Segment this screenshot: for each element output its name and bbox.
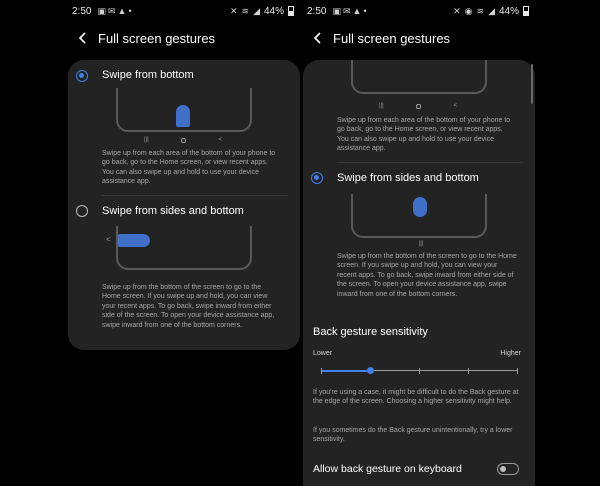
phone-illustration	[351, 60, 487, 94]
gallery-icon: ▣	[97, 5, 108, 16]
sensitivity-note-case: If you're using a case, it might be difficult to do the Back gesture at the edge of the screen. Choosing a higher sensitivity might help.	[313, 389, 519, 406]
home-icon	[181, 138, 186, 143]
sensitivity-note-unintentional: If you sometimes do the Back gesture unintentionally, try a lower sensitivity.	[313, 427, 513, 444]
gallery-icon: ▣	[332, 5, 343, 16]
slider-tick	[517, 368, 518, 374]
slider-tick	[468, 368, 469, 374]
slider-higher-label: Higher	[500, 350, 521, 357]
status-time: 2:50	[307, 5, 327, 17]
sensitivity-slider[interactable]	[321, 366, 517, 376]
radio-swipe-from-sides[interactable]	[76, 205, 88, 217]
phone-illustration	[116, 226, 252, 270]
left-phone-screen	[68, 0, 300, 486]
page-title: Full screen gestures	[333, 30, 451, 46]
divider	[337, 162, 523, 163]
status-bar	[303, 0, 535, 22]
app-bar	[68, 26, 300, 50]
status-right	[453, 6, 529, 17]
status-time: 2:50	[72, 5, 92, 17]
back-arrow-icon[interactable]	[307, 27, 329, 49]
mute-icon: ✕	[453, 5, 461, 16]
location-icon: ◉	[464, 5, 473, 16]
dot-icon: •	[363, 5, 369, 16]
nav-bar-illustration	[379, 103, 457, 109]
option-description: Swipe up from the bottom of the screen to go to the Home screen. If you swipe up and hold, you can view your recent apps. To go back, swipe inward from either side of the screen. To open your device assistance app, swipe inward from one of the bottom corners.	[102, 284, 275, 329]
battery-icon	[523, 6, 529, 16]
email-icon: ✉	[342, 5, 353, 16]
page-title: Full screen gestures	[98, 30, 216, 46]
email-icon: ✉	[107, 5, 118, 16]
divider	[102, 195, 288, 196]
slider-fill	[321, 370, 370, 372]
option-label-swipe-from-sides[interactable]: Swipe from sides and bottom	[337, 172, 479, 184]
gesture-indicator	[413, 197, 427, 217]
drive-icon: ▲	[117, 5, 129, 16]
wifi-icon: ≋	[241, 5, 250, 16]
nav-bar-illustration	[416, 241, 426, 247]
home-icon	[416, 104, 421, 109]
option-label-swipe-from-bottom[interactable]: Swipe from bottom	[102, 69, 194, 81]
gesture-options-card	[68, 60, 300, 350]
notification-icons	[332, 6, 368, 17]
notification-icons	[97, 6, 133, 17]
signal-icon: ◢	[488, 5, 495, 16]
back-icon: <	[218, 137, 222, 143]
battery-icon	[288, 6, 294, 16]
recents-icon: |||	[379, 103, 384, 109]
option-description: Swipe up from each area of the bottom of your phone to go back, go to the Home screen, or view recent apps. You can also swipe up and hold to use your device assistance app.	[102, 150, 276, 186]
right-phone-screen	[303, 0, 535, 486]
nav-bar-illustration	[144, 137, 222, 143]
signal-icon: ◢	[253, 5, 260, 16]
battery-percent: 44%	[263, 5, 284, 17]
slider-lower-label: Lower	[313, 350, 333, 357]
slider-tick	[321, 368, 322, 374]
option-description: Swipe up from each area of the bottom of your phone to go back, go to the Home screen, or view recent apps. You can also swipe up and hold to use your device assistance app.	[337, 117, 511, 153]
slider-thumb[interactable]	[367, 367, 374, 374]
option-label-swipe-from-sides[interactable]: Swipe from sides and bottom	[102, 205, 244, 217]
side-back-icon: <	[106, 235, 111, 244]
dot-icon: •	[128, 5, 134, 16]
back-arrow-icon[interactable]	[72, 27, 94, 49]
status-right	[230, 6, 294, 17]
radio-swipe-from-sides[interactable]	[311, 172, 323, 184]
app-bar	[303, 26, 535, 50]
keyboard-gesture-toggle[interactable]	[497, 463, 519, 475]
gesture-options-card	[303, 60, 535, 486]
mute-icon: ✕	[229, 5, 238, 16]
scrollbar[interactable]	[531, 64, 533, 104]
battery-percent: 44%	[498, 5, 519, 17]
drive-icon: ▲	[352, 5, 364, 16]
toggle-knob	[500, 466, 506, 472]
gesture-indicator	[176, 105, 190, 127]
back-icon: <	[453, 103, 457, 109]
recents-icon: |||	[144, 137, 149, 143]
slider-tick	[419, 368, 420, 374]
status-bar	[68, 0, 300, 22]
gesture-indicator	[118, 234, 150, 247]
home-line-icon: |||	[418, 241, 424, 247]
radio-swipe-from-bottom[interactable]	[76, 70, 88, 82]
sensitivity-title: Back gesture sensitivity	[313, 326, 428, 338]
wifi-icon: ≋	[476, 5, 485, 16]
option-description: Swipe up from the bottom of the screen to go to the Home screen. If you swipe up and hold, you can view your recent apps. To go back, swipe inward from either side of the screen. To open your device assistance app, swipe inward from one of the bottom corners.	[337, 253, 517, 298]
keyboard-toggle-label[interactable]: Allow back gesture on keyboard	[313, 463, 462, 475]
